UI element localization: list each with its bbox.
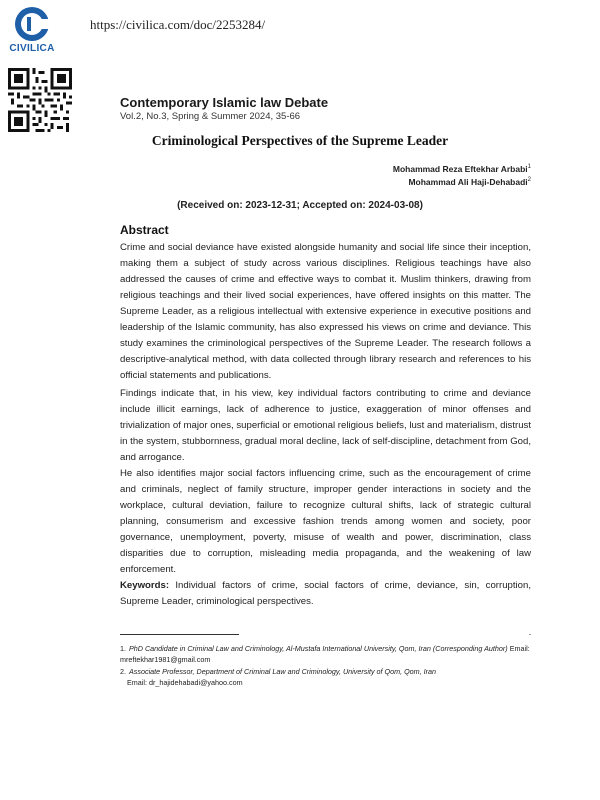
footnote-2-text: Associate Professor, Department of Criminal Law and Criminology, University of Qom, Qom, Iran: [129, 667, 437, 676]
footnote-2-number: 2.: [120, 667, 126, 676]
abstract-paragraph: Crime and social deviance have existed alongside humanity and social life since their inception, making them a subject of study across various disciplines. Religious teachings have also addressed the causes of crime and effective ways to combat it. Muslim thinkers, drawing from religious teachings and their lived social experiences, have offered insights on this matter. The Supreme Leader, as a religious intellectual with extensive experience in executive positions and leadership of the Islamic community, has also expressed his views on crime and deviance. This study examines the criminological perspectives of the Supreme Leader. The research follows a descriptive-analytical method, with data collected through library research and references to his official statements and publications.: [120, 242, 531, 381]
footnote-2-email-line: [120, 677, 531, 688]
footnote-2-email[interactable]: Email: dr_hajidehabadi@yahoo.com: [127, 678, 243, 687]
author-2-name: Mohammad Ali Haji-Dehabadi: [408, 177, 528, 187]
abstract-paragraph: He also identifies major social factors influencing crime, such as the encouragement of crime and criminals, neglect of family structure, improper gender interactions in society and the workplace, cultural deviation, failure to recognize cultural shifts, lack of strategic cultural planning, consumerism and excessive fashion trends among women and society, poor governance, unemployment, poverty, misuse of wealth and power, discrimination, class disparities due to corruption, misleading media propaganda, and the weakening of law enforcement.: [120, 468, 531, 575]
paper-title: Criminological Perspectives of the Supreme Leader: [151, 133, 449, 148]
footnote-2: [120, 666, 531, 677]
author-2: [408, 177, 531, 187]
footnote-1-text: PhD Candidate in Criminal Law and Criminology, Al-Mustafa International University, Qom, Iran (Corresponding Author): [129, 644, 508, 653]
civilica-logo-icon: [12, 6, 52, 42]
author-2-mark: 2: [527, 177, 531, 184]
keywords: [120, 578, 531, 610]
footnote-divider: [120, 634, 239, 635]
keywords-label: Keywords:: [120, 580, 170, 591]
keywords-text: Individual factors of crime, social factors of crime, deviance, sin, corruption, Supreme Leader, criminological perspectives.: [120, 580, 531, 607]
journal-issue: Vol.2, No.3, Spring & Summer 2024, 35-66: [120, 111, 301, 122]
logo-text: CIVILICA: [9, 43, 55, 54]
journal-title: Contemporary Islamic law Debate: [120, 95, 329, 110]
footnote-1: [120, 643, 531, 665]
author-1-mark: 1: [527, 164, 531, 171]
civilica-logo[interactable]: [6, 6, 58, 56]
author-1-name: Mohammad Reza Eftekhar Arbabi: [392, 164, 528, 174]
footnote-1-email[interactable]: Email: mreftekhar1981@gmail.com: [120, 644, 530, 664]
footnote-1-number: 1.: [120, 644, 126, 653]
document-url[interactable]: https://civilica.com/doc/2253284/: [90, 17, 266, 32]
received-dates: (Received on: 2023-12-31; Accepted on: 2024-03-08): [177, 200, 423, 211]
abstract-heading: Abstract: [120, 223, 169, 237]
author-1: [393, 164, 531, 174]
footnote-divider-end: [529, 634, 531, 635]
qr-code-icon: [8, 68, 72, 132]
abstract-paragraph: Findings indicate that, in his view, key individual factors contributing to crime and deviance include illicit earnings, lack of adherence to justice, exaggeration of minor offenses and trivialization of major ones, superficial or emotional religious beliefs, lust and materialism, distrust in the system, stubbornness, gradual moral decline, lack of self-discipline, detachment from God, and arrogance.: [120, 388, 531, 463]
